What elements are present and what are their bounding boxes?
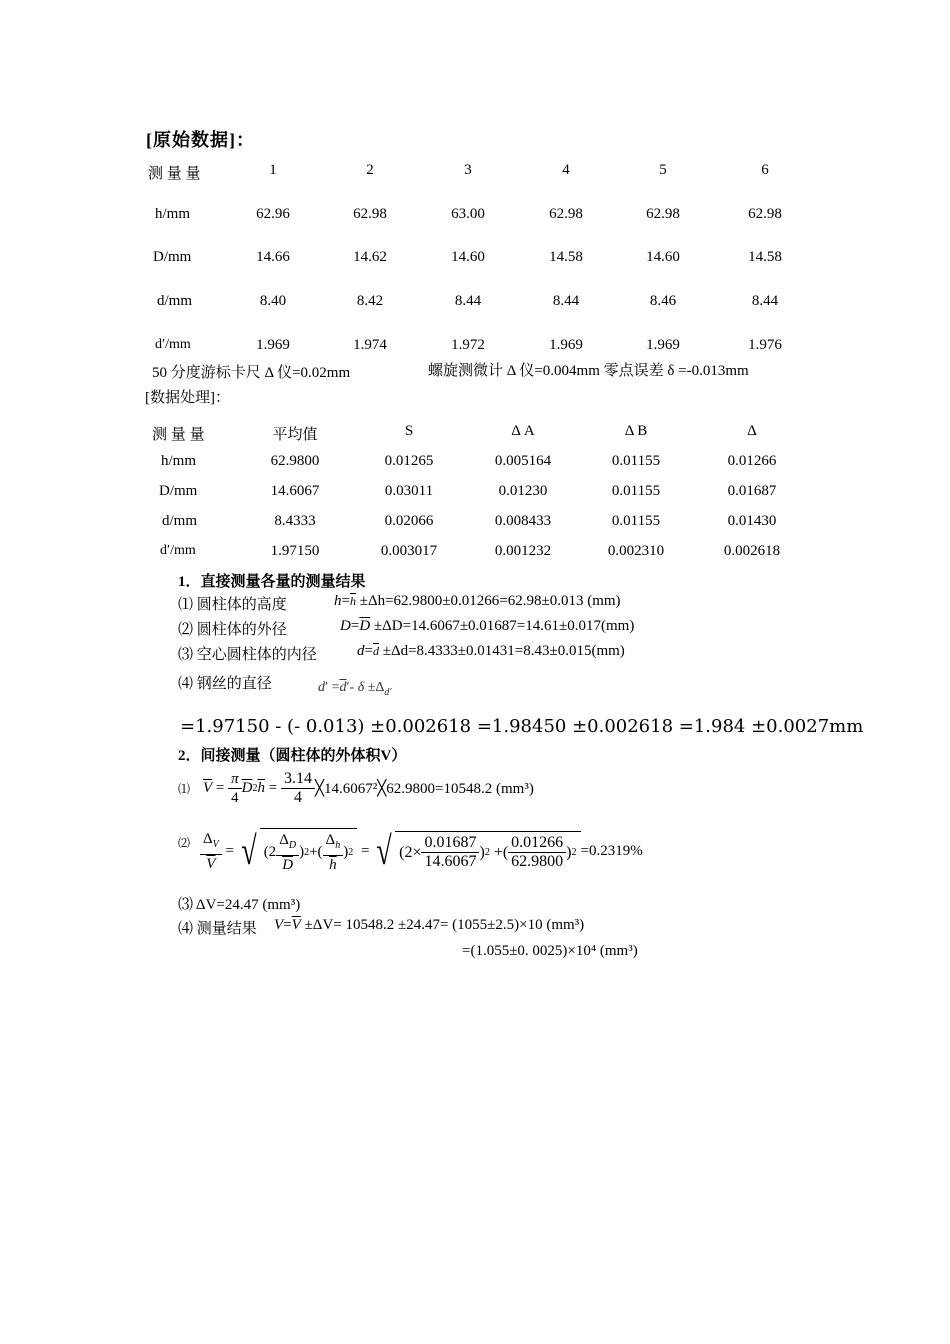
table-cell: 1.969 — [549, 337, 583, 353]
section-2-title: 2．间接测量（圆柱体的外体积V） — [178, 748, 407, 764]
item-outer-diameter-expr: ±ΔD=14.6067±0.01687=14.61±0.017(mm) — [373, 618, 635, 634]
table-cell: 0.01687 — [727, 483, 777, 499]
table-cell: 14.66 — [256, 249, 290, 265]
item-outer-diameter-formula: $D=\overline{D} \pm\Delta D=14.6067\pm 0.01687=14.61\pm 0.017(mm)$ — [340, 618, 635, 634]
table-cell: 0.02066 — [384, 513, 434, 529]
proc-header-col: Δ — [747, 423, 757, 439]
volume-label: ⑴ — [178, 782, 191, 796]
table-cell: 0.002618 — [723, 543, 781, 559]
micrometer-note: 螺旋测微计 Δ 仪=0.004mm 零点误差 δ =-0.013mm — [428, 363, 749, 379]
wire-diameter-result: =1.97150 - (- 0.013) ±0.002618 =1.98450 ±0.002618 =1.984 ±0.0027mm — [180, 716, 864, 737]
raw-header-col: 2 — [366, 162, 374, 178]
final-result-line2: =(1.055±0. 0025)×10⁴ (mm³) — [462, 943, 638, 959]
table-cell: 0.01155 — [611, 453, 661, 469]
table-cell: 8.4333 — [274, 513, 316, 529]
table-cell: 62.98 — [646, 206, 680, 222]
table-cell: 14.6067 — [270, 483, 320, 499]
table-cell: 1.969 — [646, 337, 680, 353]
table-cell: 62.9800 — [270, 453, 320, 469]
item-height-label: ⑴ 圆柱体的高度 — [178, 597, 287, 613]
volume-formula: $\overline{V}$ = $\frac{\pi}{4}$ $\overline{D}$ 2 $\overline{h}$ = $\frac{3.14}{4}$ ╳14.6067²╳62.9800=10548.2 (mm³) — [203, 770, 534, 806]
table-cell: 8.46 — [649, 293, 677, 309]
table-cell: 0.01155 — [611, 483, 661, 499]
volume-fraction-den: 4 — [293, 789, 302, 806]
item-inner-diameter-label: ⑶ 空心圆柱体的内径 — [178, 647, 317, 663]
proc-header-label: 测 量 量 — [152, 427, 205, 443]
table-cell: 0.01230 — [498, 483, 548, 499]
proc-row-label: d/mm — [162, 513, 198, 529]
rel-err-c2: 0.01266 — [508, 834, 566, 853]
raw-header-col: 3 — [464, 162, 472, 178]
table-cell: 1.97150 — [270, 543, 320, 559]
proc-row-label: d′/mm — [160, 543, 196, 558]
raw-row-label: h/mm — [155, 206, 191, 222]
item-inner-diameter-formula: $d=\overline{d} \pm\Delta d=8.4333\pm 0.01431=8.43\pm 0.015(mm)$ — [357, 643, 625, 659]
table-cell: 14.60 — [451, 249, 485, 265]
table-cell: 0.01430 — [727, 513, 777, 529]
table-cell: 8.42 — [356, 293, 384, 309]
final-result-label: ⑷ 测量结果 — [178, 921, 257, 937]
volume-fraction-num: 3.14 — [281, 770, 315, 789]
table-cell: 0.002310 — [607, 543, 665, 559]
volume-tail: ╳14.6067²╳62.9800=10548.2 (mm³) — [314, 781, 534, 797]
table-cell: 0.01155 — [611, 513, 661, 529]
proc-row-label: h/mm — [161, 453, 197, 469]
item-inner-diameter-expr: ±Δd=8.4333±0.01431=8.43±0.015(mm) — [382, 643, 625, 659]
raw-data-heading: [原始数据]： — [146, 130, 255, 150]
processing-heading: [数据处理]： — [145, 390, 230, 406]
raw-row-label: d′/mm — [155, 337, 191, 352]
rel-err-c2d: 62.9800 — [511, 853, 564, 870]
raw-header-col: 1 — [269, 162, 277, 178]
wire-diameter-formula: $d' =\overline{d}'-$ $\delta \pm\Delta_{d'}$ — [318, 680, 392, 698]
table-cell: 1.974 — [353, 337, 387, 353]
table-cell: 0.005164 — [494, 453, 552, 469]
table-cell: 62.98 — [748, 206, 782, 222]
raw-header-col: 4 — [562, 162, 570, 178]
proc-header-col: Δ B — [624, 423, 648, 439]
raw-row-label: d/mm — [157, 293, 193, 309]
table-cell: 0.008433 — [494, 513, 552, 529]
item-wire-diameter-label: ⑷ 钢丝的直径 — [178, 676, 272, 692]
table-cell: 1.972 — [451, 337, 485, 353]
proc-row-label: D/mm — [159, 483, 198, 499]
item-height-expr: ±Δh=62.9800±0.01266=62.98±0.013 (mm) — [359, 593, 621, 609]
table-cell: 8.44 — [552, 293, 580, 309]
table-cell: 63.00 — [451, 206, 485, 222]
proc-header-col: 平均值 — [272, 427, 318, 443]
final-result-formula: $V=\overline{V} \pm\Delta V= 10548.2 \pm 24.47= (1055\pm 2.5)\times 10$ (mm³) — [274, 917, 585, 933]
table-cell: 0.03011 — [384, 483, 434, 499]
table-cell: 8.44 — [454, 293, 482, 309]
relative-error-formula: $\frac{\Delta_V}{V}$ = √ (2 $\frac{\Delta_D}{D}$ ) 2 +( $\frac{\Delta_h}{h}$ ) 2 = √ (2× $\frac{0.01687}{14.6067}$ ) 2 +( $\frac{0.01266}{62.9800}$ ) 2 =0.2319% — [200, 828, 643, 874]
raw-header-label: 测 量 量 — [148, 166, 201, 182]
final-result-expr: ±ΔV= 10548.2 ±24.47= (1055±2.5)×10 (mm³) — [304, 917, 585, 933]
table-cell: 14.60 — [646, 249, 680, 265]
table-cell: 14.62 — [353, 249, 387, 265]
volume-uncertainty: ⑶ ΔV=24.47 (mm³) — [178, 897, 301, 913]
table-cell: 62.96 — [256, 206, 290, 222]
table-cell: 8.44 — [751, 293, 779, 309]
proc-header-col: S — [404, 423, 414, 439]
table-cell: 0.01265 — [384, 453, 434, 469]
table-cell: 14.58 — [748, 249, 782, 265]
item-height-formula: $h=\overline{h} \pm\Delta h=62.9800\pm 0.01266=62.98\pm 0.013$ (mm) — [334, 593, 621, 609]
table-cell: 62.98 — [549, 206, 583, 222]
table-cell: 1.976 — [748, 337, 782, 353]
rel-err-c1d: 14.6067 — [424, 853, 477, 870]
relative-error-result: =0.2319% — [580, 842, 643, 859]
table-cell: 0.003017 — [380, 543, 438, 559]
raw-header-col: 5 — [659, 162, 667, 178]
proc-header-col: Δ A — [511, 423, 535, 439]
section-1-title: 1．直接测量各量的测量结果 — [178, 574, 366, 590]
table-cell: 0.01266 — [727, 453, 777, 469]
caliper-note: 50 分度游标卡尺 Δ 仪=0.02mm — [152, 365, 351, 381]
table-cell: 8.40 — [259, 293, 287, 309]
raw-header-col: 6 — [761, 162, 769, 178]
table-cell: 1.969 — [256, 337, 290, 353]
table-cell: 62.98 — [353, 206, 387, 222]
relative-error-label: ⑵ — [178, 836, 191, 850]
table-cell: 0.001232 — [494, 543, 552, 559]
raw-row-label: D/mm — [153, 249, 192, 265]
rel-err-c1: 0.01687 — [421, 834, 479, 853]
item-outer-diameter-label: ⑵ 圆柱体的外径 — [178, 622, 287, 638]
table-cell: 14.58 — [549, 249, 583, 265]
